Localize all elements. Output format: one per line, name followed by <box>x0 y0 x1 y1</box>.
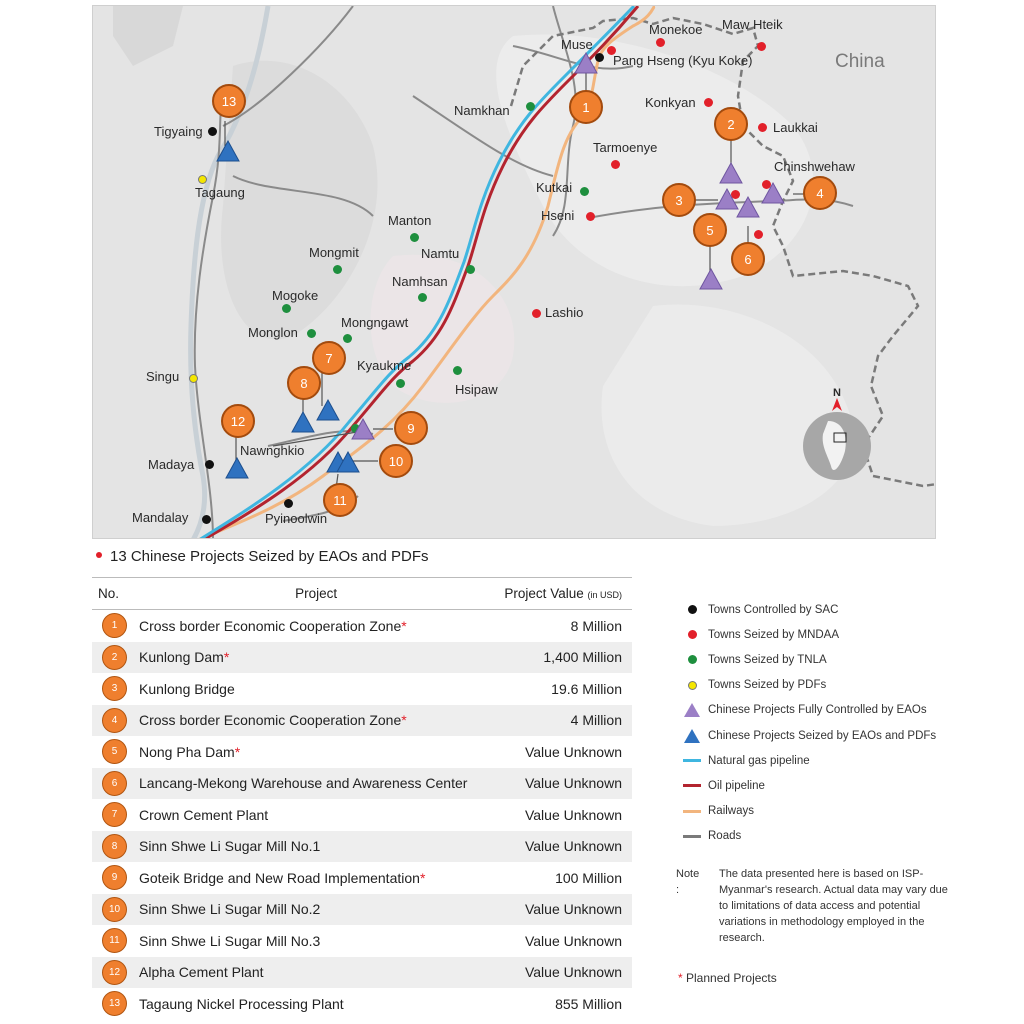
town-label-pang-hseng: Pang Hseng (Kyu Koke) <box>613 53 753 68</box>
project-name-cell <box>139 831 493 863</box>
town-dot-south-laukkai[interactable] <box>754 230 763 239</box>
project-name: Sinn Shwe Li Sugar Mill No.3 <box>139 932 321 949</box>
asterisk-icon: * <box>678 971 683 985</box>
project-value-cell: Value Unknown <box>524 743 622 760</box>
project-triangle-2[interactable] <box>719 162 743 184</box>
legend-label: Chinese Projects Seized by EAOs and PDFs <box>708 729 937 742</box>
planned-asterisk-icon: * <box>234 743 241 760</box>
row-number-badge: 3 <box>102 676 127 701</box>
town-label-manton: Manton <box>388 213 432 228</box>
legend-label: Towns Seized by MNDAA <box>708 628 840 641</box>
project-name: Sinn Shwe Li Sugar Mill No.2 <box>139 901 321 918</box>
purple-triangle-icon <box>683 702 701 718</box>
row-number-badge: 12 <box>102 960 127 985</box>
map[interactable] <box>92 5 936 539</box>
legend-label: Towns Seized by PDFs <box>708 679 827 692</box>
town-dot-kutkai[interactable] <box>580 187 589 196</box>
oil-pipeline-line-icon <box>683 784 701 787</box>
town-label-kyaukme: Kyaukme <box>357 358 412 373</box>
planned-projects-key <box>678 971 777 985</box>
town-dot-pyinoolwin[interactable] <box>284 499 293 508</box>
table-row <box>92 831 632 863</box>
project-badge-5[interactable]: 5 <box>693 213 727 247</box>
town-label-chinshwehaw: Chinshwehaw <box>774 159 855 174</box>
town-label-nawnghkio: Nawnghkio <box>240 443 305 458</box>
table-row <box>92 736 632 768</box>
project-name-cell <box>139 894 493 926</box>
project-name: Alpha Cement Plant <box>139 964 264 981</box>
project-value-cell: 19.6 Million <box>551 680 622 697</box>
town-dot-kyaukme[interactable] <box>396 379 405 388</box>
town-dot-tarmoenye[interactable] <box>611 160 620 169</box>
legend-item-tnla <box>680 647 980 672</box>
legend-item-roads <box>680 824 980 849</box>
project-triangle-5[interactable] <box>699 268 723 290</box>
project-name-cell <box>139 673 493 705</box>
country-label-china: China <box>835 51 885 72</box>
town-dot-hsipaw[interactable] <box>453 366 462 375</box>
table-header-row <box>92 578 632 610</box>
project-value-cell: Value Unknown <box>493 957 632 989</box>
projects-title <box>96 548 429 565</box>
planned-projects-label: Planned Projects <box>686 971 777 985</box>
project-name-cell <box>139 799 493 831</box>
project-badge-4[interactable]: 4 <box>803 176 837 210</box>
town-dot-namtu[interactable] <box>466 265 475 274</box>
planned-asterisk-icon: * <box>419 869 426 886</box>
project-badge-6[interactable]: 6 <box>731 242 765 276</box>
table-row <box>92 862 632 894</box>
row-number-badge: 5 <box>102 739 127 764</box>
town-label-namkhan: Namkhan <box>454 103 510 118</box>
town-label-monekoe: Monekoe <box>649 22 703 37</box>
blue-triangle-icon <box>683 728 701 744</box>
town-dot-maw-hteik[interactable] <box>757 42 766 51</box>
legend-label: Towns Seized by TNLA <box>708 653 827 666</box>
row-number-cell <box>92 862 139 894</box>
legend-item-railways <box>680 799 980 824</box>
row-number-badge: 13 <box>102 991 127 1016</box>
road-line-icon <box>683 835 701 838</box>
planned-asterisk-icon: * <box>401 617 407 634</box>
table-row <box>92 610 632 642</box>
town-label-namhsan: Namhsan <box>392 274 448 289</box>
project-badge-12[interactable]: 12 <box>221 404 255 438</box>
project-name-cell <box>139 610 493 642</box>
header-no: No. <box>92 578 139 610</box>
row-number-badge: 6 <box>102 771 127 796</box>
project-name-cell <box>139 642 493 674</box>
town-label-mongngawt: Mongngawt <box>341 315 409 330</box>
project-triangle-11[interactable] <box>336 451 360 473</box>
project-name-cell <box>139 988 493 1020</box>
row-number-cell <box>92 673 139 705</box>
project-badge-9[interactable]: 9 <box>394 411 428 445</box>
town-dot-mongngawt[interactable] <box>343 334 352 343</box>
row-number-cell <box>92 988 139 1020</box>
legend-label: Natural gas pipeline <box>708 754 810 767</box>
planned-asterisk-icon: * <box>223 649 230 666</box>
project-name-cell <box>139 768 493 800</box>
town-dot-mandalay[interactable] <box>202 515 211 524</box>
legend-label: Chinese Projects Fully Controlled by EAOs <box>708 704 927 717</box>
legend-item-sac <box>680 597 980 622</box>
table-row <box>92 642 632 674</box>
row-number-badge: 7 <box>102 802 127 827</box>
legend-label: Oil pipeline <box>708 779 765 792</box>
project-value-cell: Value Unknown <box>493 768 632 800</box>
black-dot-icon <box>688 605 697 614</box>
town-label-lashio: Lashio <box>545 305 584 320</box>
project-name: Cross border Economic Cooperation Zone <box>139 712 402 729</box>
project-badge-11[interactable]: 11 <box>323 483 357 517</box>
project-name: Cross border Economic Cooperation Zone <box>139 617 402 634</box>
project-name: Kunlong Dam <box>139 649 224 666</box>
project-name: Sinn Shwe Li Sugar Mill No.1 <box>139 838 321 855</box>
row-number-badge: 4 <box>102 708 127 733</box>
town-dot-manton[interactable] <box>410 233 419 242</box>
project-name: Tagaung Nickel Processing Plant <box>139 995 344 1012</box>
header-project: Project <box>139 578 493 610</box>
town-label-kutkai: Kutkai <box>536 180 573 195</box>
town-label-konkyan: Konkyan <box>645 95 696 110</box>
row-number-badge: 8 <box>102 834 127 859</box>
row-number-badge: 2 <box>102 645 127 670</box>
town-dot-madaya[interactable] <box>205 460 214 469</box>
row-number-cell <box>92 768 139 800</box>
town-label-singu: Singu <box>146 369 180 384</box>
legend-item-pdf <box>680 673 980 698</box>
town-dot-monglon[interactable] <box>307 329 316 338</box>
project-name: Lancang-Mekong Warehouse and Awareness Center <box>139 775 468 792</box>
project-triangle-1[interactable] <box>574 52 598 74</box>
project-value-cell: Value Unknown <box>493 894 632 926</box>
town-label-laukkai: Laukkai <box>773 120 818 135</box>
town-dot-lashio[interactable] <box>532 309 541 318</box>
project-name: Crown Cement Plant <box>139 806 269 823</box>
project-value-cell: 1,400 Million <box>493 642 632 674</box>
town-label-mongmit: Mongmit <box>309 245 359 260</box>
project-value-cell: 8 Million <box>570 617 622 634</box>
legend-item-purple-triangle <box>680 698 980 723</box>
row-number-cell <box>92 799 139 831</box>
projects-table <box>92 577 632 1020</box>
railway-line-icon <box>683 810 701 813</box>
row-number-cell <box>92 831 139 863</box>
legend-item-oil <box>680 773 980 798</box>
legend-item-gas <box>680 748 980 773</box>
project-triangle-7[interactable] <box>316 399 340 421</box>
row-number-cell <box>92 925 139 957</box>
town-dot-namkhan[interactable] <box>526 102 535 111</box>
header-value-unit: (in USD) <box>587 590 622 600</box>
project-triangle-8[interactable] <box>291 411 315 433</box>
project-triangle-6[interactable] <box>736 196 760 218</box>
project-triangle-12[interactable] <box>225 457 249 479</box>
legend-label: Railways <box>708 805 755 818</box>
header-value <box>493 578 632 610</box>
project-badge-13[interactable]: 13 <box>212 84 246 118</box>
legend-item-mndaa <box>680 622 980 647</box>
projects-title-text: 13 Chinese Projects Seized by EAOs and PDFs <box>110 548 429 565</box>
row-number-cell <box>92 894 139 926</box>
project-badge-3[interactable]: 3 <box>662 183 696 217</box>
row-number-badge: 11 <box>102 928 127 953</box>
project-name: Kunlong Bridge <box>139 680 235 697</box>
red-dot-icon <box>688 630 697 639</box>
town-label-muse: Muse <box>561 37 593 52</box>
project-badge-8[interactable]: 8 <box>287 366 321 400</box>
table-row <box>92 673 632 705</box>
project-value-cell: 4 Million <box>493 705 632 737</box>
project-name: Nong Pha Dam <box>139 743 235 760</box>
town-label-hseni: Hseni <box>541 208 575 223</box>
table-row <box>92 705 632 737</box>
town-dot-laukkai[interactable] <box>758 123 767 132</box>
town-label-pyinoolwin: Pyinoolwin <box>265 511 328 526</box>
town-label-madaya: Madaya <box>148 457 195 472</box>
row-number-cell <box>92 736 139 768</box>
town-dot-hseni[interactable] <box>586 212 595 221</box>
town-dot-monekoe[interactable] <box>656 38 665 47</box>
table-row <box>92 799 632 831</box>
legend-item-blue-triangle <box>680 723 980 748</box>
green-dot-icon <box>688 655 697 664</box>
table-row <box>92 768 632 800</box>
town-label-namtu: Namtu <box>421 246 460 261</box>
gas-pipeline-line-icon <box>683 759 701 762</box>
project-name-cell <box>139 862 493 894</box>
row-number-cell <box>92 705 139 737</box>
project-triangle-4[interactable] <box>761 182 785 204</box>
town-label-hsipaw: Hsipaw <box>455 382 498 397</box>
town-dot-namhsan[interactable] <box>418 293 427 302</box>
town-label-tagaung: Tagaung <box>195 185 245 200</box>
row-number-cell <box>92 610 139 642</box>
town-label-monglon: Monglon <box>248 325 298 340</box>
project-name-cell <box>139 705 493 737</box>
table-row <box>92 894 632 926</box>
town-dot-singu[interactable] <box>189 374 198 383</box>
town-dot-mogoke[interactable] <box>282 304 291 313</box>
project-badge-1[interactable]: 1 <box>569 90 603 124</box>
table-row <box>92 957 632 989</box>
project-value-cell: Value Unknown <box>524 806 622 823</box>
red-dot-icon <box>96 552 102 558</box>
note-label: Note : <box>676 868 700 896</box>
row-number-badge: 1 <box>102 613 127 638</box>
project-value-cell: Value Unknown <box>524 932 622 949</box>
project-name-cell <box>139 957 493 989</box>
project-badge-2[interactable]: 2 <box>714 107 748 141</box>
legend <box>680 597 980 849</box>
project-value-cell: 100 Million <box>555 869 622 886</box>
town-dot-konkyan[interactable] <box>704 98 713 107</box>
town-label-maw-hteik: Maw Hteik <box>722 17 783 32</box>
town-dot-tagaung[interactable] <box>198 175 207 184</box>
planned-asterisk-icon: * <box>401 712 407 729</box>
row-number-badge: 10 <box>102 897 127 922</box>
yellow-dot-icon <box>688 681 697 690</box>
project-value-cell: 855 Million <box>555 995 622 1012</box>
project-badge-7[interactable]: 7 <box>312 341 346 375</box>
table-row <box>92 925 632 957</box>
project-name-cell <box>139 736 493 768</box>
note-text: The data presented here is based on ISP-Myanmar's research. Actual data may vary due to limitations of data access and potential variations in methodology employed in the research. <box>719 868 948 944</box>
town-dot-mongmit[interactable] <box>333 265 342 274</box>
project-value-cell: Value Unknown <box>493 831 632 863</box>
town-label-tigyaing: Tigyaing <box>154 124 203 139</box>
row-number-badge: 9 <box>102 865 127 890</box>
project-triangle-9[interactable] <box>351 418 375 440</box>
row-number-cell <box>92 642 139 674</box>
project-triangle-13[interactable] <box>216 140 240 162</box>
project-badge-10[interactable]: 10 <box>379 444 413 478</box>
project-name-cell <box>139 925 493 957</box>
row-number-cell <box>92 957 139 989</box>
header-value-text: Project Value <box>504 586 584 601</box>
town-label-mandalay: Mandalay <box>132 510 189 525</box>
town-dot-tigyaing[interactable] <box>208 127 217 136</box>
north-arrow-label: N <box>833 387 841 399</box>
project-name: Goteik Bridge and New Road Implementation <box>139 869 420 886</box>
town-label-tarmoenye: Tarmoenye <box>593 140 658 155</box>
legend-label: Roads <box>708 830 742 843</box>
town-label-mogoke: Mogoke <box>272 288 319 303</box>
table-row <box>92 988 632 1020</box>
legend-label: Towns Controlled by SAC <box>708 603 839 616</box>
